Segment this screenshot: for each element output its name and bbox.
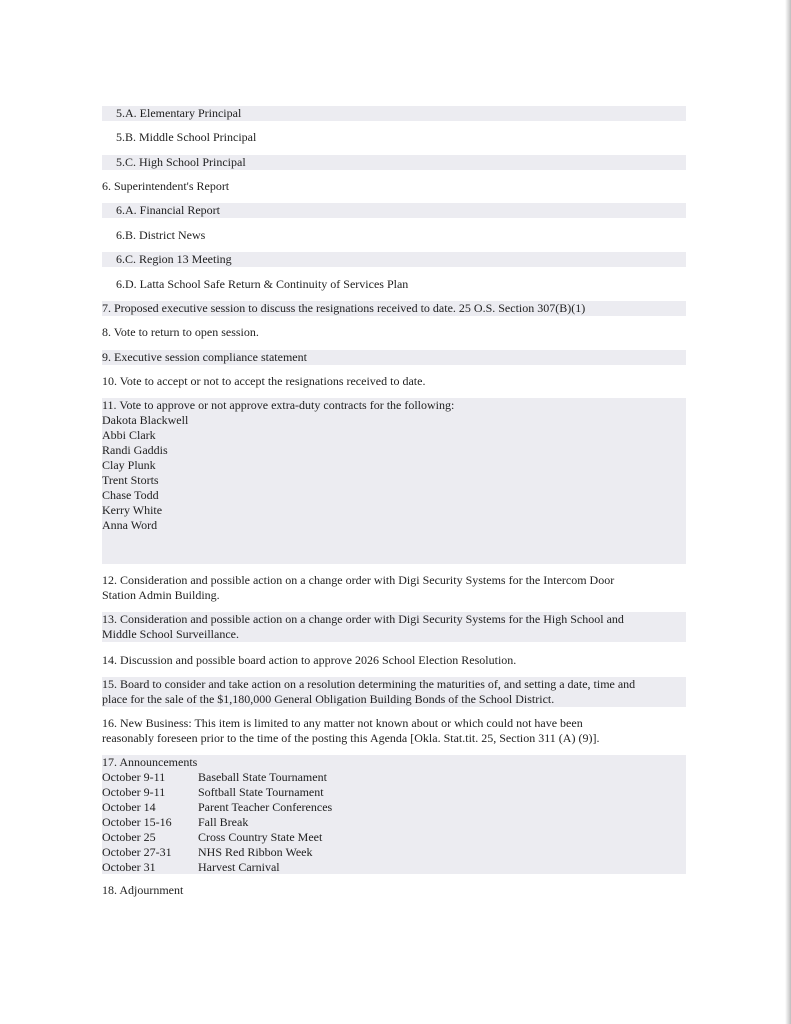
contract-name: Randi Gaddis: [102, 443, 168, 457]
agenda-item-13: [102, 612, 686, 642]
scan-edge-shadow: [785, 0, 791, 1024]
announcement-event: Parent Teacher Conferences: [198, 800, 333, 814]
announcement-event: Cross Country State Meet: [198, 830, 323, 844]
agenda-item-6c: 6.C. Region 13 Meeting: [102, 252, 686, 267]
announcement-row: [102, 845, 686, 860]
announcement-row: [102, 815, 686, 830]
announcement-row: [102, 860, 686, 875]
announcement-event: Fall Break: [198, 815, 249, 829]
contract-name: Anna Word: [102, 518, 158, 532]
agenda-item-10: 10. Vote to accept or not to accept the resignations received to date.: [102, 374, 426, 388]
agenda-item-16-line-2: reasonably foreseen prior to the time of the posting this Agenda [Okla. Stat.tit. 25, Section 311 (A) (9)].: [102, 731, 600, 745]
agenda-item-16-line-1: 16. New Business: This item is limited to any matter not known about or which could not have been: [102, 716, 583, 730]
contract-name: Trent Storts: [102, 473, 159, 487]
agenda-item-17: [102, 755, 686, 874]
agenda-item-6: 6. Superintendent's Report: [102, 179, 230, 193]
contract-name: Dakota Blackwell: [102, 413, 189, 427]
agenda-item-12-line-2: Station Admin Building.: [102, 588, 220, 602]
agenda-item-15: [102, 677, 686, 707]
agenda-item-6a: 6.A. Financial Report: [102, 203, 686, 218]
agenda-item-12: [102, 573, 686, 603]
announcement-event: Baseball State Tournament: [198, 770, 327, 784]
announcement-event: Harvest Carnival: [198, 860, 280, 874]
contract-name: Chase Todd: [102, 488, 159, 502]
agenda-item-18: 18. Adjournment: [102, 883, 184, 897]
agenda-item-15-line-2: place for the sale of the $1,180,000 General Obligation Building Bonds of the School District.: [102, 692, 555, 706]
announcement-date: October 14: [102, 800, 156, 814]
agenda-item-11-title: 11. Vote to approve or not approve extra-duty contracts for the following:: [102, 398, 455, 412]
announcement-event: NHS Red Ribbon Week: [198, 845, 313, 859]
announcement-date: October 31: [102, 860, 156, 874]
agenda-item-13-line-2: Middle School Surveillance.: [102, 627, 239, 641]
agenda-item-11: [102, 398, 686, 564]
agenda-item-17-title: 17. Announcements: [102, 755, 198, 769]
agenda-item-5a: 5.A. Elementary Principal: [102, 106, 686, 121]
announcement-row: [102, 785, 686, 800]
announcement-date: October 27-31: [102, 845, 172, 859]
announcement-row: [102, 800, 686, 815]
agenda-item-13-line-1: 13. Consideration and possible action on a change order with Digi Security Systems for the High School and: [102, 612, 624, 626]
agenda-item-8: 8. Vote to return to open session.: [102, 325, 259, 339]
agenda-item-6b: 6.B. District News: [116, 228, 206, 242]
agenda-item-9: 9. Executive session compliance statement: [102, 350, 686, 365]
agenda-item-6d: 6.D. Latta School Safe Return & Continuity of Services Plan: [116, 277, 409, 291]
announcement-event: Softball State Tournament: [198, 785, 324, 799]
contract-name: Clay Plunk: [102, 458, 156, 472]
announcement-date: October 25: [102, 830, 156, 844]
announcement-date: October 9-11: [102, 785, 166, 799]
contract-name: Abbi Clark: [102, 428, 156, 442]
agenda-item-16: [102, 716, 686, 746]
agenda-item-5b: 5.B. Middle School Principal: [116, 130, 257, 144]
agenda-item-12-line-1: 12. Consideration and possible action on a change order with Digi Security Systems for the Intercom Door: [102, 573, 615, 587]
announcement-row: [102, 770, 686, 785]
contract-name: Kerry White: [102, 503, 163, 517]
announcement-date: October 9-11: [102, 770, 166, 784]
agenda-item-14: 14. Discussion and possible board action to approve 2026 School Election Resolution.: [102, 653, 517, 667]
agenda-item-5c: 5.C. High School Principal: [102, 155, 686, 170]
agenda-item-15-line-1: 15. Board to consider and take action on a resolution determining the maturities of, and setting a date, time and: [102, 677, 636, 691]
agenda-item-7: 7. Proposed executive session to discuss the resignations received to date. 25 O.S. Section 307(B)(1): [102, 301, 686, 316]
announcement-date: October 15-16: [102, 815, 172, 829]
announcement-row: [102, 830, 686, 845]
